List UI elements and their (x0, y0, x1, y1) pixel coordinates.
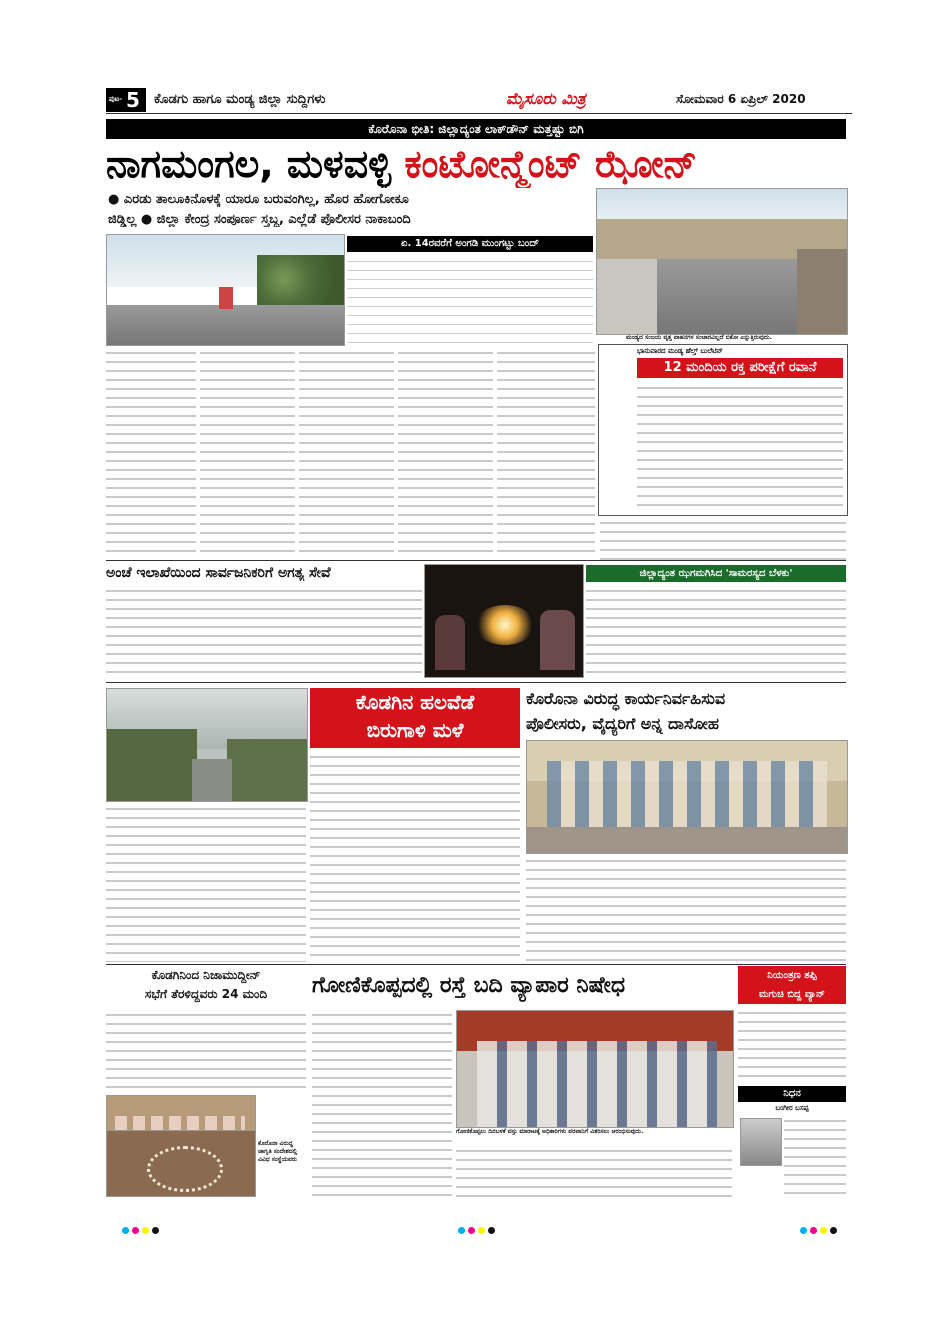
van-body (738, 1008, 846, 1083)
lead-photo-caption: ಮಂಡ್ಯದ ಸಂಜಯ ವೃತ್ತ ವಾಹನಗಳ ಸಂಚಾರವಿಲ್ಲದೆ ಬಿಕೋ ಎನ್ನುತ್ತಿರುವುದು. (626, 334, 772, 341)
cyan-dot (800, 1227, 807, 1234)
lead-subhead: ಏ. 14ರವರೆಗೆ ಅಂಗಡಿ ಮುಂಗಟ್ಟು ಬಂದ್ (347, 236, 593, 252)
lead-body-col-4 (398, 348, 493, 558)
police-headline-line-2: ಪೊಲೀಸರು, ವೈದ್ಯರಿಗೆ ಅನ್ನ ದಾಸೋಹ (526, 714, 719, 733)
gonikoppal-headline: ಗೋಣಿಕೊಪ್ಪದಲ್ಲಿ ರಸ್ತೆ ಬದಿ ವ್ಯಾಪಾರ ನಿಷೇಧ (312, 973, 626, 998)
print-marks-center (458, 1219, 498, 1238)
nizam-body (106, 1010, 306, 1090)
nizam-headline-line-1: ಕೊಡಗಿನಿಂದ ನಿಜಾಮುದ್ದೀನ್ (151, 968, 261, 982)
lead-intro-text (347, 256, 593, 346)
gonikoppal-photo (456, 1010, 734, 1128)
obituary-title: ನಿಧನ (738, 1086, 846, 1102)
gonikoppal-caption: ಗೋಣಿಕೊಪ್ಪಲು ದಿನಬಳಕೆ ವಸ್ತು ಮಾರಾಟಕ್ಕೆ ಅಧಿಕಾರಿಗಳು ಪರವಾನಿಗೆ ವಿತರಿಸಲು ಆರಂಭಿಸುವುದು. (456, 1128, 644, 1135)
lead-headline (106, 140, 846, 188)
lead-body-col-3 (299, 348, 394, 558)
sisters-caption: ಕೊರೊನಾ ವಿರುದ್ಧ ಜಾಗೃತಿ ಸಂದೇಶದಲ್ಲಿ ವಿವಿಧ ಸಂಸ್ಥೆಯವರು (258, 1140, 298, 1163)
black-dot (830, 1227, 837, 1234)
rangoli-photo (106, 1130, 256, 1197)
print-marks-left (122, 1219, 162, 1238)
magenta-dot (132, 1227, 139, 1234)
health-headline (637, 358, 843, 378)
lead-bullet-2: ಜಿಡ್ಡಿಲ್ಲ ● ಜಿಲ್ಲಾ ಕೇಂದ್ರ ಸಂಪೂರ್ಣ ಸ್ತಬ್ಧ, ಎಲ್ಲೆಡೆ ಪೊಲೀಸರ ನಾಕಾಬಂದಿ (108, 212, 411, 227)
lamp-body (586, 586, 846, 676)
goni-body-1 (312, 1010, 452, 1200)
post-office-body (106, 586, 422, 676)
storm-body-a (310, 752, 520, 962)
issue-date: ಸೋಮವಾರ 6 ಏಪ್ರಿಲ್ 2020 (676, 92, 806, 106)
divider-mid-3 (106, 964, 846, 965)
health-body (637, 383, 843, 511)
health-headline-number: 12 (663, 360, 682, 375)
obituary-box (738, 1086, 846, 1198)
lead-bullet-1: ● ಎರಡು ತಾಲೂಕಿನೊಳಕ್ಕೆ ಯಾರೂ ಬರುವಂಗಿಲ್ಲ, ಹೊರ ಹೋಗೋಕೂ (108, 192, 409, 207)
cyan-dot (122, 1227, 129, 1234)
van-headline-line-1: ನಿಯಂತ್ರಣ ತಪ್ಪಿ (767, 970, 817, 981)
black-dot (152, 1227, 159, 1234)
misty-road-photo (106, 688, 308, 802)
header-rule (106, 113, 852, 114)
print-marks-right (800, 1219, 840, 1238)
food-service-photo (526, 740, 848, 854)
storm-headline-line-1: ಕೊಡಗಿನ ಹಲವೆಡೆ (355, 690, 475, 714)
nizam-headline (106, 966, 306, 1006)
obituary-body (784, 1116, 846, 1198)
masthead: ಮೈಸೂರು ಮಿತ್ರ (506, 89, 586, 108)
health-headline-text: ಮಂದಿಯ ರಕ್ತ ಪರೀಕ್ಷೆಗೆ ರವಾನೆ (686, 360, 817, 375)
lead-body-col-5 (497, 348, 595, 558)
magenta-dot (468, 1227, 475, 1234)
goni-body-2 (456, 1146, 732, 1200)
nizam-headline-line-2: ಸಭೆಗೆ ತೆರಳಿದ್ದವರು 24 ಮಂದಿ (144, 987, 268, 1001)
page-label-box (106, 88, 146, 112)
storm-headline-box (310, 688, 520, 748)
health-box (598, 344, 848, 516)
yellow-dot (142, 1227, 149, 1234)
health-continued-text (600, 518, 846, 560)
divider-mid-2 (106, 682, 846, 683)
cyan-dot (458, 1227, 465, 1234)
police-body (526, 856, 846, 962)
lead-photo-road (106, 234, 345, 346)
post-office-headline: ಅಂಚೆ ಇಲಾಖೆಯಿಂದ ಸಾರ್ವಜನಿಕರಿಗೆ ಅಗತ್ಯ ಸೇವೆ (106, 565, 331, 581)
lead-body-col-1 (106, 348, 196, 558)
storm-headline-line-2: ಬಿರುಗಾಳಿ ಮಳೆ (366, 718, 464, 742)
van-headline-line-2: ಮಗುಚಿ ಬಿದ್ದ ವ್ಯಾನ್ (758, 989, 825, 1000)
police-headline (526, 686, 846, 738)
page-number: 5 (126, 88, 140, 112)
lamp-headline: ಜಿಲ್ಲಾದ್ಯಂತ ಝಗಮಗಿಸಿದ 'ಸಾಮರಸ್ಯದ ಬೆಳಕು' (586, 565, 846, 582)
page-header (106, 88, 852, 114)
page-label: ಪುಟ- (109, 95, 123, 103)
black-dot (488, 1227, 495, 1234)
lead-headline-red: ಕಂಟೋನ್ಮೆಂಟ್ ಝೋನ್ (404, 142, 697, 186)
police-headline-line-1: ಕೊರೊನಾ ವಿರುದ್ಧ ಕಾರ್ಯನಿರ್ವಹಿಸುವ (526, 689, 726, 708)
lead-headline-black: ನಾಗಮಂಗಲ, ಮಳವಳ್ಳಿ (106, 142, 392, 186)
lead-kicker: ಕೊರೊನಾ ಭೀತಿ: ಜಿಲ್ಲಾದ್ಯಂತ ಲಾಕ್‌ಡೌನ್ ಮತ್ತಷ್ಟು ಬಿಗಿ (106, 119, 846, 139)
obituary-portrait (740, 1118, 782, 1166)
van-headline (738, 966, 846, 1004)
obituary-name: ಬಂಗೀರ ಬಸಪ್ಪ (775, 1104, 809, 1112)
yellow-dot (478, 1227, 485, 1234)
magenta-dot (810, 1227, 817, 1234)
yellow-dot (820, 1227, 827, 1234)
divider-mid-1 (106, 560, 846, 561)
lamp-photo (424, 564, 584, 678)
lead-photo-circle (596, 188, 848, 335)
health-kicker: ಭಾನುವಾರದ ಮಂಡ್ಯ ಹೆಲ್ತ್ ಬುಲೆಟಿನ್ (637, 347, 723, 355)
storm-body-b (106, 804, 306, 962)
lead-body-col-2 (200, 348, 295, 558)
section-title: ಕೊಡಗು ಹಾಗೂ ಮಂಡ್ಯ ಜಿಲ್ಲಾ ಸುದ್ದಿಗಳು (154, 92, 326, 107)
